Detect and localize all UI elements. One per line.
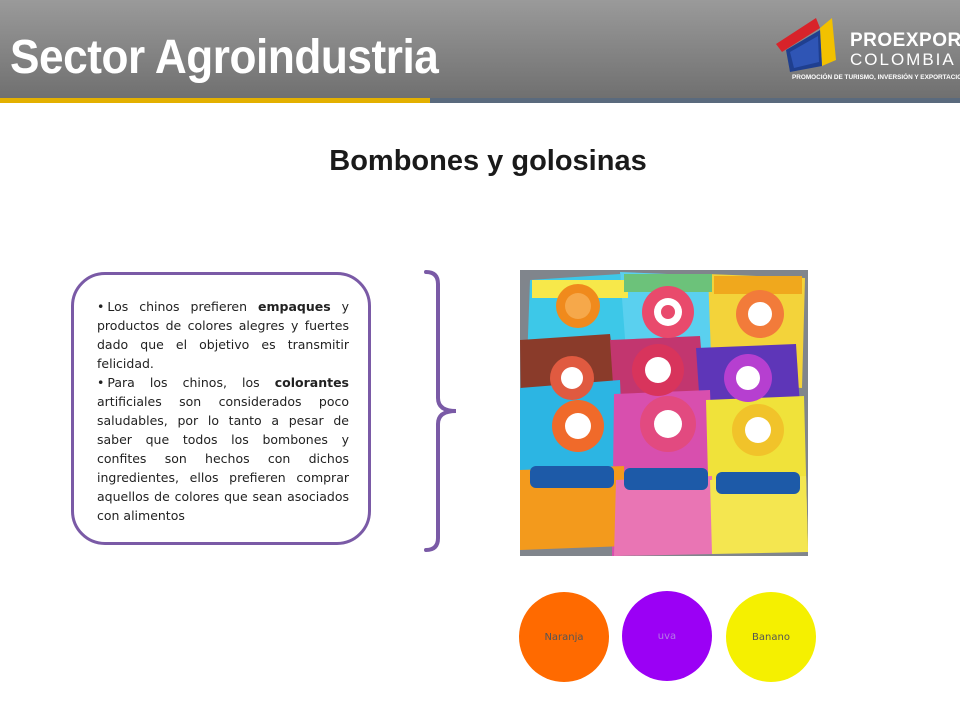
- color-circle-uva: uva: [622, 591, 712, 681]
- bullet-item: • Para los chinos, los colorantes artificiales son considerados poco saludables, por lo tanto a pesar de saber que todos los bombones y confites son hechos con dichos ingredientes, ellos prefieren comprar aquellos de colores que sean asociados con alimentos: [97, 375, 349, 523]
- bullet-textbox: [71, 272, 371, 545]
- proexport-logo: [772, 14, 976, 88]
- bullet-icon: •: [97, 299, 105, 314]
- candy-photo: [520, 270, 808, 556]
- bullet-item: • Los chinos prefieren empaques y productos de colores alegres y fuertes dado que el objetivo es transmitir felicidad.: [97, 299, 349, 371]
- logo-tagline: PROMOCIÓN DE TURISMO, INVERSIÓN Y EXPORTACIONES: [792, 74, 976, 81]
- header-stripes: [0, 98, 960, 103]
- proexport-house-icon: [772, 14, 852, 76]
- page-title: Sector Agroindustria: [10, 31, 439, 84]
- bullet-icon: •: [97, 375, 105, 390]
- logo-word-proexport: PROEXPORT: [850, 30, 974, 51]
- header-band: [0, 0, 976, 100]
- lollipop-bags-image: [520, 270, 808, 556]
- right-bracket-icon: [420, 268, 464, 558]
- logo-word-colombia: COLOMBIA: [850, 50, 956, 69]
- color-circle-banano: Banano: [726, 592, 816, 682]
- bullet-list: [97, 297, 349, 525]
- slide-heading: Bombones y golosinas: [329, 145, 647, 177]
- color-circle-naranja: Naranja: [519, 592, 609, 682]
